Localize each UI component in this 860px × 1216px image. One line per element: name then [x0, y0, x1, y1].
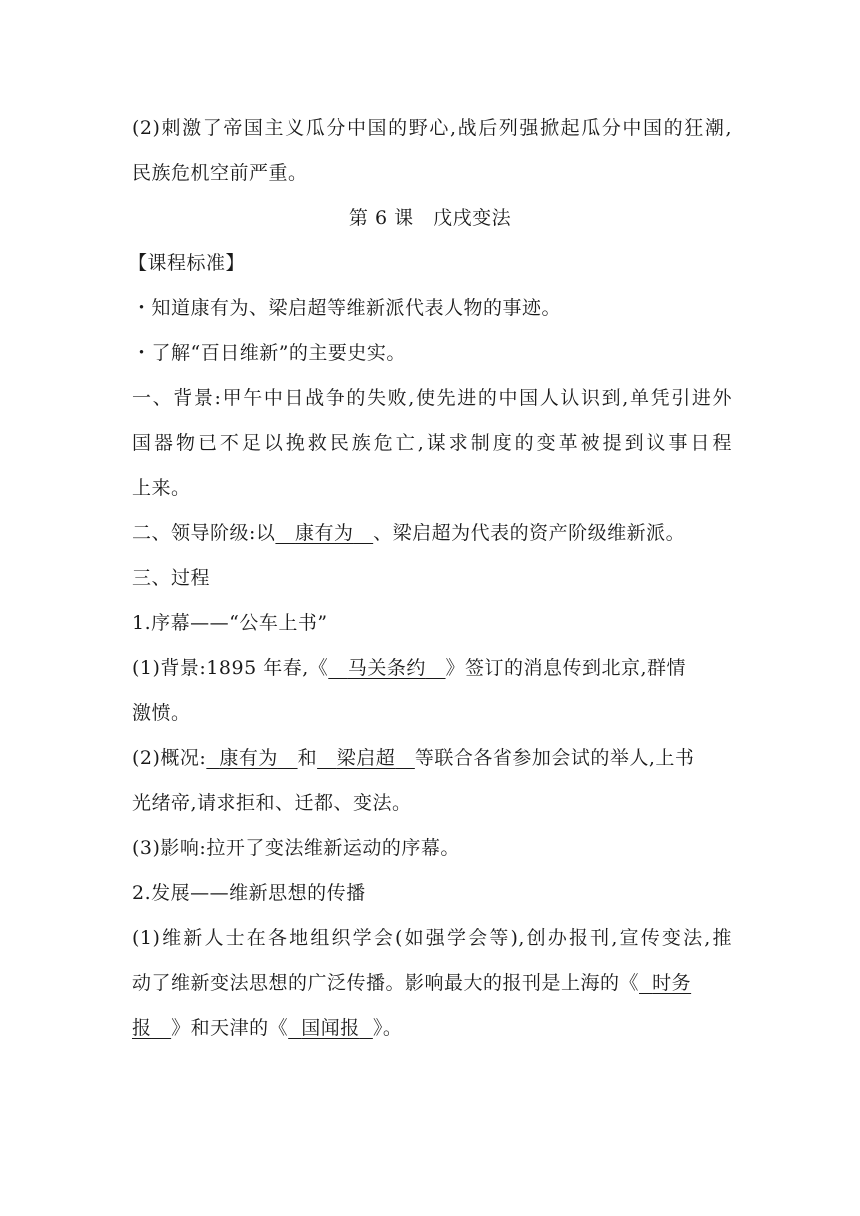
background-line-3: 上来。	[132, 477, 191, 499]
newspaper-answer-1-blank-part-1	[639, 972, 691, 994]
prelude-overview-line-2: 光绪帝,请求拒和、迁都、变法。	[132, 792, 412, 814]
development-line-3	[132, 1016, 732, 1040]
process-heading: 三、过程	[132, 567, 211, 589]
newspaper-answer-2: 国闻报	[301, 1017, 360, 1039]
prelude-background-line-1	[132, 656, 732, 680]
development-heading: 2.发展——维新思想的传播	[132, 882, 366, 904]
overview-answer-1: 康有为	[219, 747, 278, 769]
treaty-answer-blank	[328, 657, 445, 679]
overview-answer-2: 梁启超	[336, 747, 396, 769]
prelude-background-suffix: 》签订的消息传到北京,群情	[445, 657, 687, 679]
background-line-2: 国器物已不足以挽救民族危亡,谋求制度的变革被提到议事日程	[132, 432, 732, 454]
newspaper-answer-1-part-2: 报	[132, 1017, 152, 1039]
overview-mid: 和	[297, 747, 318, 769]
standards-heading: 【课程标准】	[128, 252, 246, 274]
intro-line-2: 民族危机空前严重。	[132, 162, 308, 184]
leadership-answer: 康有为	[295, 522, 354, 544]
development-line-1: (1)维新人士在各地组织学会(如强学会等),创办报刊,宣传变法,推	[132, 927, 732, 949]
newspaper-answer-1-part-1: 时务	[652, 972, 692, 994]
development-line-3-mid: 》和天津的《	[171, 1017, 289, 1039]
prelude-background-prefix: (1)背景:1895 年春,《	[132, 657, 329, 679]
treaty-answer: 马关条约	[347, 657, 426, 679]
prelude-heading: 1.序幕——“公车上书”	[132, 612, 328, 634]
overview-answer-2-blank	[317, 747, 415, 769]
leadership-line	[132, 521, 732, 545]
leadership-answer-blank	[275, 522, 373, 544]
overview-suffix: 等联合各省参加会试的举人,上书	[414, 747, 695, 769]
overview-answer-1-blank	[206, 747, 297, 769]
prelude-impact: (3)影响:拉开了变法维新运动的序幕。	[132, 837, 460, 859]
intro-line-1: (2)刺激了帝国主义瓜分中国的野心,战后列强掀起瓜分中国的狂潮,	[132, 117, 732, 139]
leadership-prefix: 二、领导阶级:以	[132, 522, 276, 544]
lesson-title: 第 6 课 戊戌变法	[348, 207, 512, 229]
standards-item-2: ・了解“百日维新”的主要史实。	[132, 342, 406, 364]
newspaper-answer-2-blank	[288, 1017, 373, 1039]
leadership-suffix: 、梁启超为代表的资产阶级维新派。	[373, 522, 686, 544]
overview-prefix: (2)概况:	[132, 747, 207, 769]
standards-item-1: ・知道康有为、梁启超等维新派代表人物的事迹。	[132, 297, 562, 319]
newspaper-answer-1-blank-part-2	[132, 1017, 171, 1039]
prelude-overview-line-1	[132, 746, 732, 770]
development-line-3-suffix: 》。	[372, 1017, 403, 1039]
prelude-background-line-2: 激愤。	[132, 702, 191, 724]
development-line-2	[132, 971, 732, 995]
background-line-1: 一、背景:甲午中日战争的失败,使先进的中国人认识到,单凭引进外	[132, 387, 732, 409]
development-line-2-prefix: 动了维新变法思想的广泛传播。影响最大的报刊是上海的《	[132, 972, 640, 994]
